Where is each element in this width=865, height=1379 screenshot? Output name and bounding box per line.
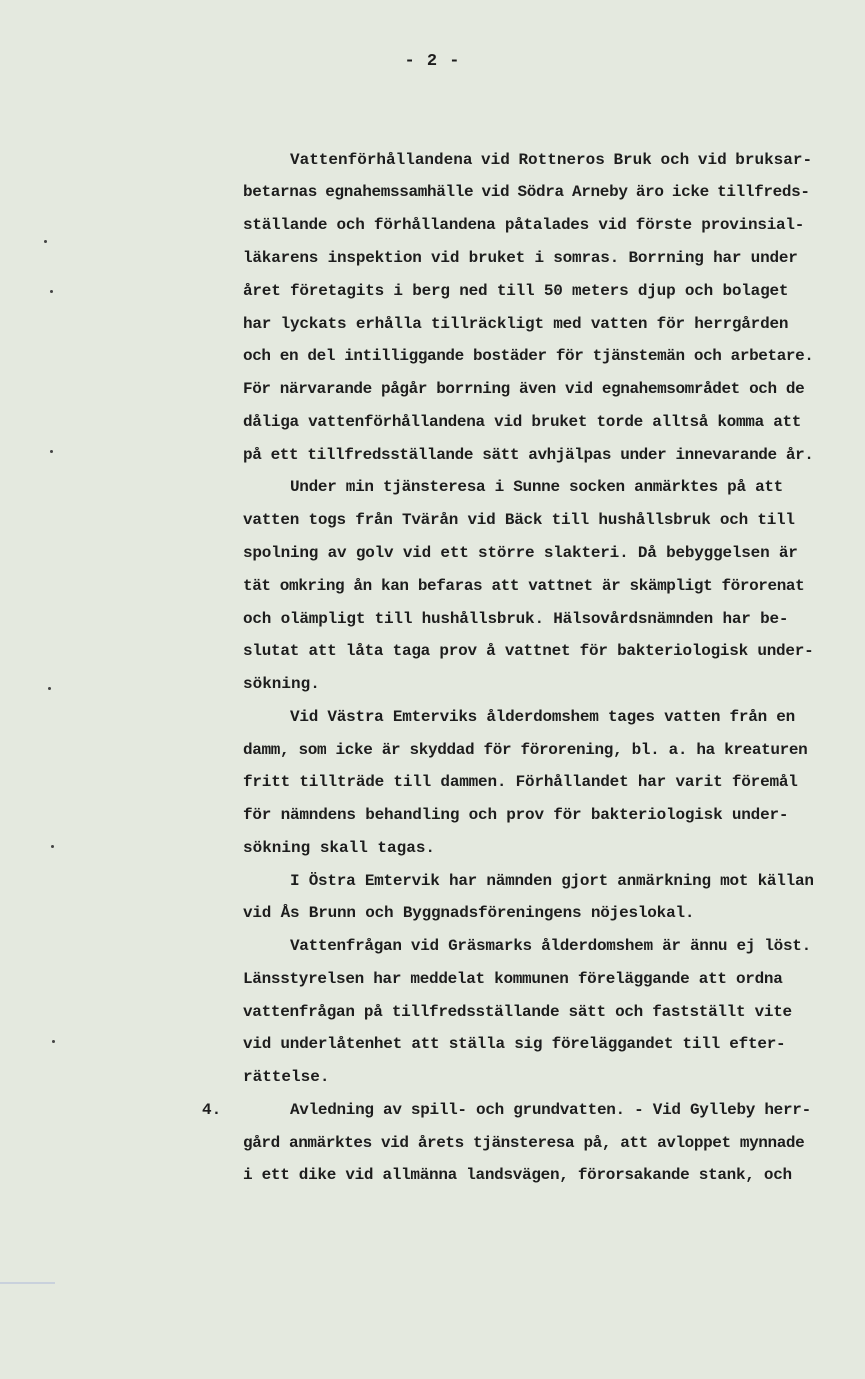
- text-line: vid Ås Brunn och Byggnadsföreningens nöjeslokal.: [243, 904, 695, 922]
- margin-speck: [52, 1040, 55, 1043]
- text-line: tät omkring ån kan befaras att vattnet är skämpligt förorenat: [243, 577, 805, 595]
- text-line: och en del intilliggande bostäder för tjänstemän och arbetare.: [243, 347, 814, 365]
- text-line: spolning av golv vid ett större slakteri. Då bebyggelsen är: [243, 544, 798, 562]
- text-line: damm, som icke är skyddad för förorening, bl. a. ha kreaturen: [243, 741, 808, 759]
- text-line: sökning.: [243, 675, 320, 693]
- text-line: vatten togs från Tvärån vid Bäck till hushållsbruk och till: [243, 511, 795, 529]
- margin-speck: [50, 290, 53, 293]
- text-line: i ett dike vid allmänna landsvägen, förorsakande stank, och: [243, 1166, 792, 1184]
- margin-speck: [51, 845, 54, 848]
- text-line: betarnas egnahemssamhälle vid Södra Arneby äro icke tillfreds-: [243, 183, 810, 201]
- text-line: ställande och förhållandena påtalades vid förste provinsial-: [243, 216, 805, 234]
- text-line: för nämndens behandling och prov för bakteriologisk under-: [243, 806, 789, 824]
- text-line: gård anmärktes vid årets tjänsteresa på, att avloppet mynnade: [243, 1134, 805, 1152]
- text-line: slutat att låta taga prov å vattnet för bakteriologisk under-: [243, 642, 814, 660]
- text-line: året företagits i berg ned till 50 meters djup och bolaget: [243, 282, 789, 300]
- text-line: på ett tillfredsställande sätt avhjälpas under innevarande år.: [243, 446, 814, 464]
- section-marker: 4.: [202, 1101, 222, 1119]
- text-line: Under min tjänsteresa i Sunne socken anmärktes på att: [290, 478, 783, 496]
- text-line: vattenfrågan på tillfredsställande sätt och fastställt vite: [243, 1003, 792, 1021]
- text-line: Avledning av spill- och grundvatten. - Vid Gylleby herr-: [290, 1101, 811, 1119]
- page-number: - 2 -: [404, 52, 461, 71]
- text-line: vid underlåtenhet att ställa sig föreläggandet till efter-: [243, 1035, 786, 1053]
- text-line: och olämpligt till hushållsbruk. Hälsovårdsnämnden har be-: [243, 610, 789, 628]
- text-line: har lyckats erhålla tillräckligt med vatten för herrgården: [243, 315, 789, 333]
- margin-speck: [50, 450, 53, 453]
- text-line: dåliga vattenförhållandena vid bruket torde alltså komma att: [243, 413, 802, 431]
- text-line: rättelse.: [243, 1068, 330, 1086]
- text-line: sökning skall tagas.: [243, 839, 436, 857]
- text-line: Vattenfrågan vid Gräsmarks ålderdomshem är ännu ej löst.: [290, 937, 811, 955]
- text-line: För närvarande pågår borrning även vid egnahemsområdet och de: [243, 380, 805, 398]
- text-line: läkarens inspektion vid bruket i somras. Borrning har under: [243, 249, 798, 267]
- scan-edge-mark: [0, 1282, 55, 1284]
- text-line: fritt tillträde till dammen. Förhållandet har varit föremål: [243, 773, 798, 791]
- margin-speck: [44, 240, 47, 243]
- text-line: I Östra Emtervik har nämnden gjort anmärkning mot källan: [290, 872, 814, 890]
- margin-speck: [48, 687, 51, 690]
- text-line: Länsstyrelsen har meddelat kommunen föreläggande att ordna: [243, 970, 783, 988]
- text-line: Vattenförhållandena vid Rottneros Bruk och vid bruksar-: [290, 151, 813, 169]
- text-line: Vid Västra Emterviks ålderdomshem tages vatten från en: [290, 708, 795, 726]
